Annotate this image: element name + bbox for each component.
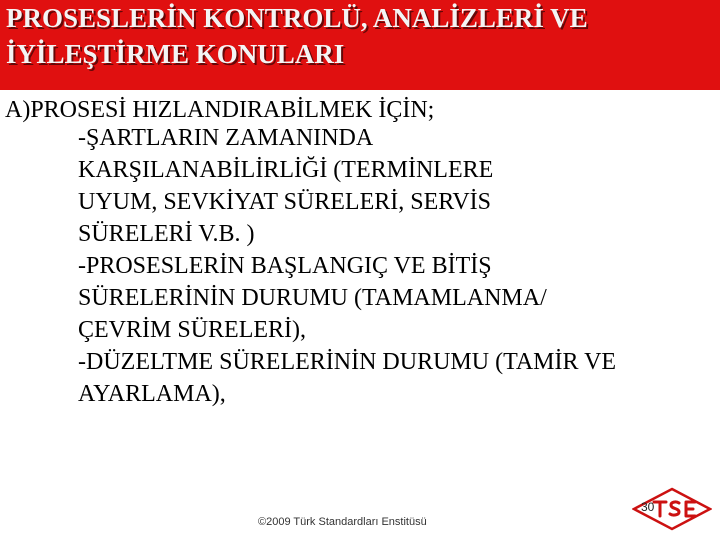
title-bar [0, 0, 720, 90]
slide-title-line-1: PROSESLERİN KONTROLÜ, ANALİZLERİ VE [6, 3, 588, 33]
body-line-4: SÜRELERİ V.B. ) [78, 221, 255, 247]
body-line-9: AYARLAMA), [78, 381, 226, 407]
body-line-3: UYUM, SEVKİYAT SÜRELERİ, SERVİS [78, 189, 492, 215]
footer-copyright: ©2009 Türk Standardları Enstitüsü [258, 516, 427, 528]
section-heading: A)PROSESİ HIZLANDIRABİLMEK İÇİN; [5, 97, 435, 123]
slide-title-line-2: İYİLEŞTİRME KONULARI [6, 39, 345, 69]
body-line-1: -ŞARTLARIN ZAMANINDA [78, 125, 374, 151]
body-line-6: SÜRELERİNİN DURUMU (TAMAMLANMA/ [78, 285, 547, 311]
body-line-7: ÇEVRİM SÜRELERİ), [78, 317, 306, 343]
page-number: 30 [641, 500, 655, 514]
body-line-5: -PROSESLERİN BAŞLANGIÇ VE BİTİŞ [78, 253, 492, 279]
body-line-2: KARŞILANABİLİRLİĞİ (TERMİNLERE [78, 157, 494, 183]
body-line-8: -DÜZELTME SÜRELERİNİN DURUMU (TAMİR VE [78, 349, 617, 375]
